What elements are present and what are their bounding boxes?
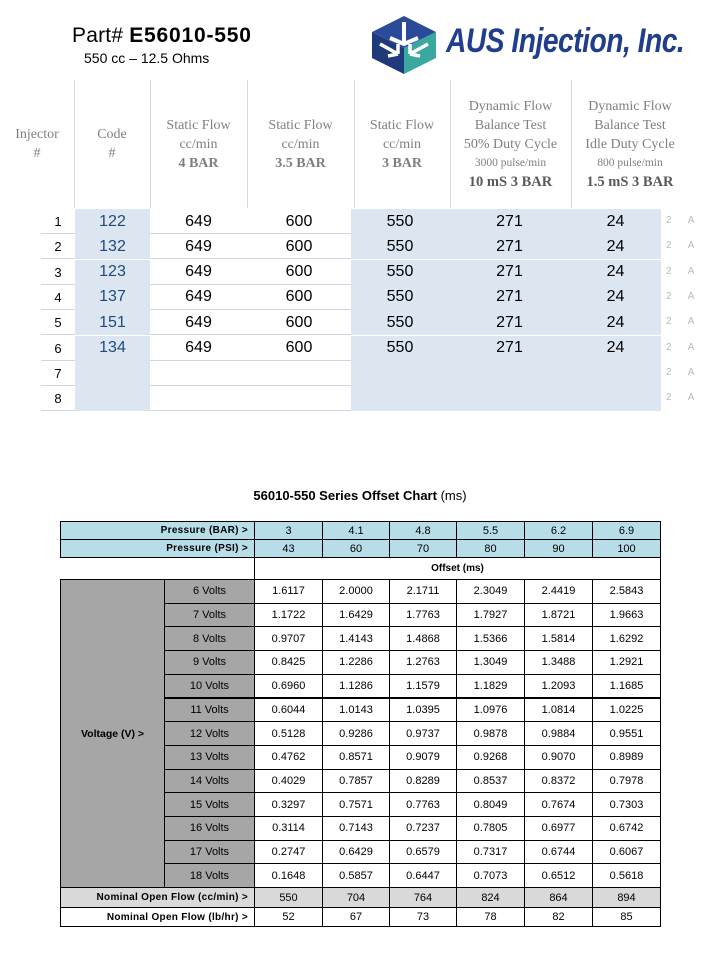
offset-value: 0.7143 [322,816,390,841]
nominal-lb-value: 78 [456,907,525,927]
cell-d10: 271 [449,310,570,335]
column-header [571,80,689,208]
offset-value: 1.2921 [592,650,661,675]
pressure-bar-value: 6.9 [592,521,661,540]
column-divider [74,80,75,208]
cell-d10 [449,361,570,386]
cell-num: 4 [54,289,62,305]
cell-f35: 600 [285,263,313,281]
offset-value: 0.7571 [322,792,390,817]
offset-value: 0.9737 [389,721,457,746]
cell-f35: 600 [285,313,313,331]
offset-value: 0.6447 [389,863,457,888]
column-header-line: Static Flow [166,117,231,133]
pressure-psi-value: 100 [592,539,661,558]
cell-f3: 550 [351,209,449,234]
offset-value: 1.1685 [592,674,661,699]
offset-value: 0.5618 [592,863,661,888]
voltage-value: 18 Volts [164,863,255,888]
cell-code: 132 [75,234,150,259]
offset-value: 1.1286 [322,674,390,699]
aus-cube-icon [368,14,440,76]
offset-chart-title [0,488,720,503]
cell-num: 2 [54,239,62,255]
offset-value: 1.1829 [456,674,525,699]
ghost-text: 2 A [666,265,702,277]
offset-value: 1.2763 [389,650,457,675]
column-header-line: 10 mS 3 BAR [468,173,553,190]
cell-f3: 550 [351,336,449,361]
pressure-bar-value: 5.5 [456,521,525,540]
part-prefix: Part# [72,24,124,47]
offset-value: 0.1648 [254,863,323,888]
cell-d15: 24 [570,234,661,259]
cell-f3 [351,361,449,386]
offset-value: 2.1711 [389,579,457,604]
cell-f35: 600 [285,339,313,356]
offset-value: 0.8049 [456,792,525,817]
offset-value: 1.0225 [592,698,661,723]
column-header-line: Balance Test [594,117,666,133]
cell-f3: 550 [351,234,449,259]
nominal-cc-value: 894 [592,887,661,908]
cell-d15 [570,386,661,411]
nominal-cc-value: 864 [524,887,593,908]
ghost-text: 2 A [666,392,702,404]
cell-f3: 550 [351,310,449,335]
offset-value: 1.6117 [254,579,323,604]
column-header-line: cc/min [382,136,422,152]
offset-value: 0.9878 [456,721,525,746]
table-row [41,361,661,386]
column-divider [150,80,151,208]
column-header [0,80,74,208]
offset-value: 0.6744 [524,840,593,865]
offset-value: 0.9268 [456,745,525,770]
offset-value: 0.6960 [254,674,323,699]
cell-f35: 600 [285,288,313,306]
part-title [72,24,252,48]
cell-code: 134 [75,336,150,361]
offset-value: 0.6044 [254,698,323,723]
voltage-label: Voltage (V) > [60,579,165,888]
pressure-psi-value: 43 [254,539,323,558]
offset-value: 0.8537 [456,769,525,794]
table-row [41,260,661,285]
offset-value: 0.4762 [254,745,323,770]
cell-code: 123 [75,260,150,285]
pressure-psi-value: 70 [389,539,457,558]
voltage-value: 13 Volts [164,745,255,770]
pressure-psi-value: 80 [456,539,525,558]
pressure-psi-value: 90 [524,539,593,558]
part-number: E56010-550 [129,24,252,47]
cell-f3: 550 [351,260,449,285]
column-header-line: Static Flow [369,117,435,133]
offset-value: 1.7927 [456,603,525,628]
table-row [41,386,661,411]
column-header [150,80,247,208]
nominal-cc-value: 704 [322,887,390,908]
offset-label: Offset (ms) [254,557,661,580]
cell-code [75,386,150,411]
ghost-text: 2 A [666,316,702,328]
offset-value: 1.0395 [389,698,457,723]
cell-d15 [570,361,661,386]
cell-code [75,361,150,386]
table-row [41,234,661,259]
offset-value: 1.3049 [456,650,525,675]
offset-value: 0.9079 [389,745,457,770]
column-header-line: 800 pulse/min [597,156,663,169]
nominal-cc-value: 764 [389,887,457,908]
offset-value: 0.2747 [254,840,323,865]
offset-value: 0.6742 [592,816,661,841]
offset-value: 0.8372 [524,769,593,794]
column-header-line: 3.5 BAR [275,155,326,171]
table-row [41,310,661,335]
offset-chart-title-text: 56010-550 Series Offset Chart [253,488,437,503]
column-header-line: Dynamic Flow [588,98,672,114]
column-divider [354,80,355,208]
column-header [74,80,150,208]
offset-value: 1.1722 [254,603,323,628]
column-header-line: cc/min [179,136,218,152]
cell-f3: 550 [351,285,449,310]
offset-value: 1.0976 [456,698,525,723]
offset-value: 1.5814 [524,626,593,651]
column-header-line: 4 BAR [178,155,219,171]
column-header-line: 3 BAR [381,155,423,171]
pressure-psi-label: Pressure (PSI) > [60,539,255,558]
nominal-lb-value: 82 [524,907,593,927]
offset-value: 1.0814 [524,698,593,723]
cell-d10: 271 [449,260,570,285]
voltage-value: 10 Volts [164,674,255,699]
offset-value: 0.6512 [524,863,593,888]
offset-value: 2.0000 [322,579,390,604]
cell-d10 [449,386,570,411]
offset-value: 0.7805 [456,816,525,841]
part-subtitle: 550 cc – 12.5 Ohms [84,50,210,66]
column-divider [450,80,451,208]
cell-num: 7 [54,365,62,381]
offset-value: 2.3049 [456,579,525,604]
table-row [41,209,661,234]
offset-value: 1.4868 [389,626,457,651]
voltage-value: 14 Volts [164,769,255,794]
offset-value: 0.5857 [322,863,390,888]
offset-value: 0.7674 [524,792,593,817]
voltage-value: 11 Volts [164,698,255,723]
pressure-bar-value: 3 [254,521,323,540]
cell-code: 122 [75,209,150,234]
offset-value: 1.7763 [389,603,457,628]
cell-d10: 271 [449,209,570,234]
cell-d15: 24 [570,209,661,234]
voltage-value: 7 Volts [164,603,255,628]
ghost-text: 2 A [666,215,702,226]
column-header-line: # [33,146,41,161]
table-row [41,336,661,361]
voltage-value: 12 Volts [164,721,255,746]
offset-value: 1.6292 [592,626,661,651]
voltage-value: 16 Volts [164,816,255,841]
cell-f4: 649 [185,263,212,281]
cell-d10: 271 [449,234,570,259]
offset-value: 1.3488 [524,650,593,675]
ghost-text: 2 A [666,366,702,378]
pressure-bar-value: 4.1 [322,521,390,540]
cell-d15: 24 [570,336,661,361]
cell-num: 5 [54,315,62,331]
cell-f35 [247,386,351,411]
cell-f4: 649 [185,288,212,306]
offset-value: 0.7073 [456,863,525,888]
offset-chart-title-unit: (ms) [440,488,467,503]
cell-f35: 600 [285,237,313,255]
pressure-bar-label: Pressure (BAR) > [60,521,255,540]
offset-value: 2.5843 [592,579,661,604]
cell-f4: 649 [185,339,212,356]
offset-value: 1.4143 [322,626,390,651]
cell-d10: 271 [449,285,570,310]
offset-value: 1.0143 [322,698,390,723]
nominal-cc-value: 550 [254,887,323,908]
offset-value: 0.7978 [592,769,661,794]
offset-value: 0.9707 [254,626,323,651]
voltage-value: 9 Volts [164,650,255,675]
column-header-line: Balance Test [474,117,547,133]
column-header [247,80,354,208]
voltage-value: 8 Volts [164,626,255,651]
offset-value: 0.5128 [254,721,323,746]
cell-num: 1 [54,214,62,229]
pressure-bar-value: 4.8 [389,521,457,540]
offset-value: 1.5366 [456,626,525,651]
offset-value: 1.6429 [322,603,390,628]
offset-value: 0.7237 [389,816,457,841]
cell-num: 8 [54,391,62,407]
nominal-lb-value: 85 [592,907,661,927]
nominal-lb-label: Nominal Open Flow (lb/hr) > [60,907,255,927]
ghost-text: 2 A [666,290,702,302]
nominal-lb-value: 67 [322,907,390,927]
offset-value: 0.4029 [254,769,323,794]
nominal-lb-value: 73 [389,907,457,927]
offset-value: 0.8289 [389,769,457,794]
cell-f4: 649 [185,237,212,255]
column-header-line: Dynamic Flow [468,98,553,114]
column-header-line: # [108,146,116,161]
offset-value: 0.7303 [592,792,661,817]
column-header [450,80,571,208]
company-logo [368,14,703,78]
offset-value: 1.2093 [524,674,593,699]
column-divider [247,80,248,208]
offset-value: 0.9286 [322,721,390,746]
cell-f35: 600 [285,212,313,230]
offset-value: 0.9551 [592,721,661,746]
offset-value: 0.8571 [322,745,390,770]
voltage-value: 17 Volts [164,840,255,865]
cell-f35 [247,361,351,386]
voltage-value: 15 Volts [164,792,255,817]
table-row [41,285,661,310]
pressure-bar-value: 6.2 [524,521,593,540]
nominal-cc-value: 824 [456,887,525,908]
cell-f4: 649 [185,313,212,331]
column-header-line: Injector [15,127,59,142]
offset-value: 0.7317 [456,840,525,865]
offset-value: 2.4419 [524,579,593,604]
nominal-cc-label: Nominal Open Flow (cc/min) > [60,887,255,908]
column-divider [571,80,572,208]
offset-value: 0.9884 [524,721,593,746]
pressure-psi-value: 60 [322,539,390,558]
cell-d15: 24 [570,285,661,310]
cell-f4 [150,386,247,411]
ghost-text: 2 A [666,341,702,353]
offset-value: 0.8425 [254,650,323,675]
cell-f4: 649 [185,212,212,230]
offset-value: 0.6067 [592,840,661,865]
cell-f3 [351,386,449,411]
column-header-line: 1.5 mS 3 BAR [586,173,674,190]
cell-num: 3 [54,264,62,280]
cell-code: 137 [75,285,150,310]
column-header-line: 50% Duty Cycle [463,136,558,152]
cell-code: 151 [75,310,150,335]
cell-d15: 24 [570,310,661,335]
column-header [354,80,450,208]
offset-value: 0.6977 [524,816,593,841]
offset-value: 0.3114 [254,816,323,841]
offset-value: 0.7763 [389,792,457,817]
cell-d15: 24 [570,260,661,285]
offset-value: 0.7857 [322,769,390,794]
ghost-text: 2 A [666,240,702,252]
cell-d10: 271 [449,336,570,361]
column-header-line: Code [97,127,127,142]
column-header-line: 3000 pulse/min [474,156,547,169]
column-header-line: cc/min [281,136,320,152]
offset-value: 1.8721 [524,603,593,628]
logo-text: AUS Injection, Inc. [446,22,685,60]
cell-f4 [150,361,247,386]
offset-value: 1.2286 [322,650,390,675]
column-header-line: Idle Duty Cycle [585,136,675,152]
nominal-lb-value: 52 [254,907,323,927]
offset-value: 0.8989 [592,745,661,770]
offset-value: 0.6579 [389,840,457,865]
offset-value: 1.9663 [592,603,661,628]
cell-num: 6 [54,340,62,356]
offset-value: 0.3297 [254,792,323,817]
offset-value: 1.1579 [389,674,457,699]
offset-value: 0.6429 [322,840,390,865]
offset-value: 0.9070 [524,745,593,770]
column-header-line: Static Flow [268,117,333,133]
voltage-value: 6 Volts [164,579,255,604]
